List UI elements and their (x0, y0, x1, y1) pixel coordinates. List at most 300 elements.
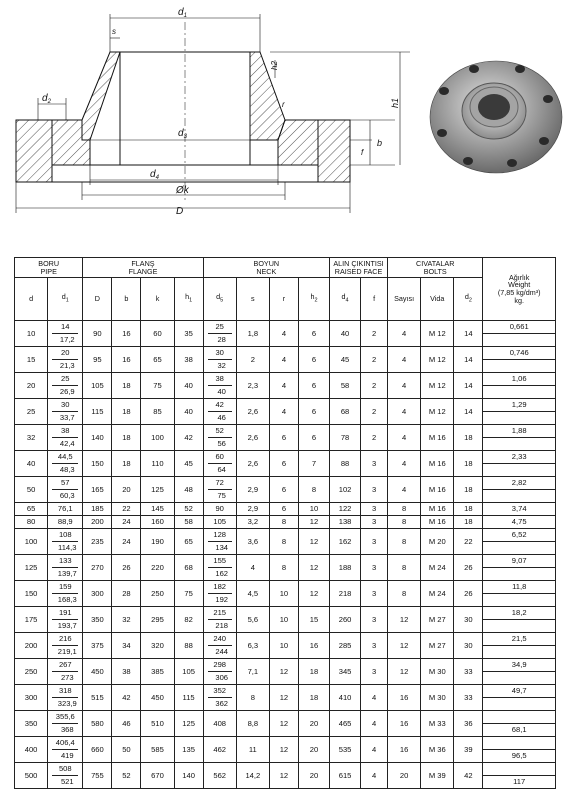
cell-d5: 42 46 (203, 399, 236, 425)
cell-d1: 57 60,3 (48, 477, 83, 503)
label-d3: $d_3$ (178, 128, 187, 140)
cell-d5: 408 (203, 711, 236, 737)
column-header-h2: $h_2$ (298, 278, 329, 321)
label-D: D (176, 206, 184, 217)
cell-D: 185 (83, 503, 112, 516)
cell-h1: 40 (174, 373, 203, 399)
cell-D: 660 (83, 737, 112, 763)
cell-f: 3 (361, 516, 388, 529)
cell-f: 2 (361, 373, 388, 399)
cell-d5: 352 362 (203, 685, 236, 711)
table-row (15, 763, 556, 789)
cell-d2: 39 (454, 737, 483, 763)
cell-d5: 155 162 (203, 555, 236, 581)
cell-h1: 75 (174, 581, 203, 607)
column-header-d2: $d_2$ (454, 278, 483, 321)
cell-b: 16 (112, 347, 141, 373)
column-header-sayısı: Sayısı (388, 278, 421, 321)
label-s: s (112, 27, 116, 36)
cell-d5: 90 (203, 503, 236, 516)
header-weight: Ağırlık Weight (7,85 kg/dm³) kg. (483, 258, 556, 321)
cell-s: 3,6 (236, 529, 269, 555)
cell-d5: 25 28 (203, 321, 236, 347)
cell-bolt-count: 16 (388, 737, 421, 763)
cell-bolt-thread: M 12 (421, 321, 454, 347)
cell-s: 2,3 (236, 373, 269, 399)
cell-d4: 102 (330, 477, 361, 503)
cell-bolt-thread: M 36 (421, 737, 454, 763)
cell-b: 50 (112, 737, 141, 763)
cell-d: 150 (15, 581, 48, 607)
cell-weight: 3,74 (483, 503, 556, 516)
cell-d4: 162 (330, 529, 361, 555)
cell-h1: 68 (174, 555, 203, 581)
cell-r: 4 (269, 373, 298, 399)
cell-d2: 18 (454, 516, 483, 529)
cell-f: 3 (361, 451, 388, 477)
cell-r: 4 (269, 399, 298, 425)
header-bolts: CIVATALAR BOLTS (388, 258, 483, 278)
cell-bolt-count: 12 (388, 633, 421, 659)
cell-d2: 18 (454, 425, 483, 451)
cell-k: 450 (141, 685, 174, 711)
cell-d2: 26 (454, 555, 483, 581)
flange-photo-icon (412, 55, 570, 175)
cell-bolt-count: 4 (388, 399, 421, 425)
cell-d4: 188 (330, 555, 361, 581)
column-header-b: b (112, 278, 141, 321)
cell-weight: 18,2 (483, 607, 556, 633)
cell-weight: 11,8 (483, 581, 556, 607)
cell-f: 2 (361, 399, 388, 425)
cell-d2: 30 (454, 607, 483, 633)
cell-h1: 88 (174, 633, 203, 659)
label-d1: $d_1$ (178, 7, 187, 19)
cell-b: 18 (112, 373, 141, 399)
table-row (15, 451, 556, 477)
cell-b: 16 (112, 321, 141, 347)
cell-r: 6 (269, 451, 298, 477)
label-b: b (377, 138, 383, 148)
cell-s: 4 (236, 555, 269, 581)
cell-h1: 125 (174, 711, 203, 737)
cell-d1: 20 21,3 (48, 347, 83, 373)
cell-f: 2 (361, 425, 388, 451)
cell-f: 4 (361, 685, 388, 711)
column-header-d1: $d_1$ (48, 278, 83, 321)
cell-bolt-thread: M 12 (421, 347, 454, 373)
cell-d1: 44,5 48,3 (48, 451, 83, 477)
cell-d: 80 (15, 516, 48, 529)
cell-bolt-thread: M 39 (421, 763, 454, 789)
cell-h2: 12 (298, 529, 329, 555)
cell-b: 18 (112, 399, 141, 425)
cell-bolt-count: 8 (388, 581, 421, 607)
cell-d1: 133 139,7 (48, 555, 83, 581)
cell-d2: 26 (454, 581, 483, 607)
column-header-d4: $d_4$ (330, 278, 361, 321)
cell-d2: 14 (454, 373, 483, 399)
cell-weight: 0,746 (483, 347, 556, 373)
header-pipe: BORU PIPE (15, 258, 83, 278)
cell-h2: 18 (298, 685, 329, 711)
column-header-k: k (141, 278, 174, 321)
cell-d4: 40 (330, 321, 361, 347)
cell-s: 8,8 (236, 711, 269, 737)
cell-f: 3 (361, 581, 388, 607)
cell-k: 100 (141, 425, 174, 451)
cell-d1: 30 33,7 (48, 399, 83, 425)
cell-d4: 260 (330, 607, 361, 633)
cell-d2: 14 (454, 347, 483, 373)
cell-h1: 35 (174, 321, 203, 347)
cell-s: 7,1 (236, 659, 269, 685)
header-flange: FLANŞ FLANGE (83, 258, 203, 278)
cell-bolt-thread: M 20 (421, 529, 454, 555)
cell-d: 15 (15, 347, 48, 373)
cell-d4: 138 (330, 516, 361, 529)
cell-h1: 82 (174, 607, 203, 633)
cell-k: 190 (141, 529, 174, 555)
cell-d4: 58 (330, 373, 361, 399)
cell-d: 350 (15, 711, 48, 737)
cell-d: 400 (15, 737, 48, 763)
cell-d5: 462 (203, 737, 236, 763)
cell-d1: 191 193,7 (48, 607, 83, 633)
cell-h1: 45 (174, 451, 203, 477)
cell-d: 10 (15, 321, 48, 347)
cell-h2: 18 (298, 659, 329, 685)
cell-r: 12 (269, 711, 298, 737)
table-row (15, 607, 556, 633)
cell-bolt-count: 20 (388, 763, 421, 789)
cell-b: 28 (112, 581, 141, 607)
cell-d: 300 (15, 685, 48, 711)
cell-s: 2,6 (236, 399, 269, 425)
label-h2: h2 (270, 61, 279, 70)
cell-weight: 1,88 (483, 425, 556, 451)
cell-d1: 406,4 419 (48, 737, 83, 763)
cell-b: 24 (112, 516, 141, 529)
cell-d2: 18 (454, 503, 483, 516)
cell-h1: 140 (174, 763, 203, 789)
cell-D: 200 (83, 516, 112, 529)
cell-f: 3 (361, 659, 388, 685)
cell-d4: 410 (330, 685, 361, 711)
cell-f: 4 (361, 763, 388, 789)
cell-b: 26 (112, 555, 141, 581)
cell-b: 42 (112, 685, 141, 711)
header-neck: BOYUN NECK (203, 258, 329, 278)
cell-f: 3 (361, 633, 388, 659)
cell-bolt-thread: M 16 (421, 516, 454, 529)
cell-d2: 33 (454, 685, 483, 711)
cell-k: 585 (141, 737, 174, 763)
cell-h2: 7 (298, 451, 329, 477)
cell-h2: 12 (298, 555, 329, 581)
cell-bolt-count: 8 (388, 529, 421, 555)
cell-f: 3 (361, 477, 388, 503)
cell-r: 8 (269, 516, 298, 529)
table-row (15, 633, 556, 659)
cell-weight: 2,33 (483, 451, 556, 477)
cell-weight: 117 (483, 763, 556, 789)
cell-D: 235 (83, 529, 112, 555)
cell-bolt-count: 4 (388, 373, 421, 399)
cell-weight: 4,75 (483, 516, 556, 529)
cell-k: 145 (141, 503, 174, 516)
cell-k: 250 (141, 581, 174, 607)
column-header-d: d (15, 278, 48, 321)
cell-bolt-thread: M 16 (421, 451, 454, 477)
cell-r: 12 (269, 659, 298, 685)
cell-d2: 42 (454, 763, 483, 789)
cell-bolt-count: 16 (388, 685, 421, 711)
cell-h2: 12 (298, 516, 329, 529)
cell-s: 2,9 (236, 477, 269, 503)
cell-d5: 182 192 (203, 581, 236, 607)
cell-weight: 1,29 (483, 399, 556, 425)
left-section-hatch (16, 120, 52, 182)
cell-D: 90 (83, 321, 112, 347)
cell-h2: 6 (298, 425, 329, 451)
cell-h1: 58 (174, 516, 203, 529)
cell-k: 110 (141, 451, 174, 477)
left-hub-hatch (82, 52, 120, 140)
cell-d: 100 (15, 529, 48, 555)
cell-d: 25 (15, 399, 48, 425)
cell-d2: 18 (454, 451, 483, 477)
cell-r: 4 (269, 347, 298, 373)
right-hub-hatch (250, 52, 285, 140)
cell-h2: 20 (298, 711, 329, 737)
cell-s: 1,8 (236, 321, 269, 347)
cell-k: 510 (141, 711, 174, 737)
cell-h2: 15 (298, 607, 329, 633)
cell-h2: 6 (298, 399, 329, 425)
cell-D: 375 (83, 633, 112, 659)
cell-d1: 508 521 (48, 763, 83, 789)
cell-d5: 128 134 (203, 529, 236, 555)
cell-d1: 216 219,1 (48, 633, 83, 659)
cell-r: 12 (269, 737, 298, 763)
cell-d4: 218 (330, 581, 361, 607)
cell-h2: 6 (298, 321, 329, 347)
cell-f: 3 (361, 503, 388, 516)
cell-r: 12 (269, 685, 298, 711)
table-row (15, 399, 556, 425)
cell-d1: 108 114,3 (48, 529, 83, 555)
cell-b: 18 (112, 425, 141, 451)
cell-s: 2,6 (236, 425, 269, 451)
table-row (15, 347, 556, 373)
cell-s: 6,3 (236, 633, 269, 659)
cell-h1: 65 (174, 529, 203, 555)
cell-weight: 1,06 (483, 373, 556, 399)
cell-r: 10 (269, 581, 298, 607)
cell-weight: 2,82 (483, 477, 556, 503)
cell-h2: 12 (298, 581, 329, 607)
cell-s: 4,5 (236, 581, 269, 607)
cell-d4: 535 (330, 737, 361, 763)
label-h1: h1 (390, 97, 400, 108)
cell-d2: 30 (454, 633, 483, 659)
cell-d5: 240 244 (203, 633, 236, 659)
cell-h2: 8 (298, 477, 329, 503)
cell-d: 40 (15, 451, 48, 477)
header-raised-face: ALIN ÇIKINTISI RAISED FACE (330, 258, 388, 278)
cell-k: 295 (141, 607, 174, 633)
cell-h1: 42 (174, 425, 203, 451)
cell-d4: 78 (330, 425, 361, 451)
cell-h2: 16 (298, 633, 329, 659)
table-row (15, 477, 556, 503)
cell-D: 755 (83, 763, 112, 789)
column-header-d5: $d_5$ (203, 278, 236, 321)
cell-d5: 215 218 (203, 607, 236, 633)
cell-h1: 38 (174, 347, 203, 373)
cell-d: 500 (15, 763, 48, 789)
cell-h1: 135 (174, 737, 203, 763)
cell-D: 580 (83, 711, 112, 737)
cell-h1: 40 (174, 399, 203, 425)
cell-bolt-thread: M 27 (421, 607, 454, 633)
cell-h1: 48 (174, 477, 203, 503)
cell-d4: 465 (330, 711, 361, 737)
cell-D: 350 (83, 607, 112, 633)
cell-bolt-count: 8 (388, 503, 421, 516)
cell-bolt-count: 8 (388, 516, 421, 529)
cell-d4: 285 (330, 633, 361, 659)
cell-weight: 0,661 (483, 321, 556, 347)
cell-d4: 345 (330, 659, 361, 685)
cell-bolt-count: 4 (388, 347, 421, 373)
cell-s: 11 (236, 737, 269, 763)
cell-d4: 88 (330, 451, 361, 477)
cell-r: 6 (269, 425, 298, 451)
cell-h2: 20 (298, 763, 329, 789)
cell-weight: 49,7 (483, 685, 556, 711)
cell-f: 3 (361, 607, 388, 633)
cell-bolt-thread: M 33 (421, 711, 454, 737)
cell-D: 95 (83, 347, 112, 373)
cell-d: 32 (15, 425, 48, 451)
cell-d5: 562 (203, 763, 236, 789)
cell-bolt-count: 8 (388, 555, 421, 581)
cell-d1: 88,9 (48, 516, 83, 529)
cell-d: 175 (15, 607, 48, 633)
cell-bolt-thread: M 12 (421, 373, 454, 399)
cell-d5: 105 (203, 516, 236, 529)
cell-d1: 38 42,4 (48, 425, 83, 451)
table-row (15, 425, 556, 451)
cell-s: 8 (236, 685, 269, 711)
cell-b: 18 (112, 451, 141, 477)
cell-d5: 30 32 (203, 347, 236, 373)
cell-bolt-count: 4 (388, 321, 421, 347)
cell-D: 115 (83, 399, 112, 425)
cell-d: 250 (15, 659, 48, 685)
cell-k: 60 (141, 321, 174, 347)
cell-d1: 318 323,9 (48, 685, 83, 711)
cell-b: 46 (112, 711, 141, 737)
table-row (15, 581, 556, 607)
flange-dimension-table (14, 257, 556, 789)
cell-r: 6 (269, 503, 298, 516)
cell-f: 3 (361, 555, 388, 581)
label-f: f (361, 148, 364, 157)
cell-r: 6 (269, 477, 298, 503)
cell-D: 105 (83, 373, 112, 399)
cell-bolt-count: 4 (388, 477, 421, 503)
cell-d5: 38 40 (203, 373, 236, 399)
cell-d5: 298 306 (203, 659, 236, 685)
cell-h1: 105 (174, 659, 203, 685)
cell-d1: 355,6 368 (48, 711, 83, 737)
cell-k: 65 (141, 347, 174, 373)
cell-d: 20 (15, 373, 48, 399)
cell-D: 150 (83, 451, 112, 477)
cell-k: 125 (141, 477, 174, 503)
cell-bolt-thread: M 30 (421, 659, 454, 685)
label-r: r (282, 100, 285, 109)
column-header-vida: Vida (421, 278, 454, 321)
cell-weight: 9,07 (483, 555, 556, 581)
table-row (15, 503, 556, 516)
cell-f: 4 (361, 711, 388, 737)
table-row (15, 516, 556, 529)
cell-r: 10 (269, 633, 298, 659)
cell-d5: 72 75 (203, 477, 236, 503)
cell-d: 65 (15, 503, 48, 516)
cell-h2: 10 (298, 503, 329, 516)
cell-b: 38 (112, 659, 141, 685)
right-face-hatch (278, 120, 318, 165)
cell-h2: 6 (298, 347, 329, 373)
cell-d2: 14 (454, 399, 483, 425)
cell-d2: 22 (454, 529, 483, 555)
cell-bolt-thread: M 30 (421, 685, 454, 711)
cell-d1: 25 26,9 (48, 373, 83, 399)
cell-bolt-thread: M 16 (421, 503, 454, 516)
cell-r: 12 (269, 763, 298, 789)
cell-d2: 18 (454, 477, 483, 503)
cell-D: 270 (83, 555, 112, 581)
cell-b: 34 (112, 633, 141, 659)
cell-d: 200 (15, 633, 48, 659)
cell-f: 4 (361, 737, 388, 763)
cell-d4: 615 (330, 763, 361, 789)
cell-bolt-thread: M 16 (421, 425, 454, 451)
cell-d5: 60 64 (203, 451, 236, 477)
column-header-r: r (269, 278, 298, 321)
label-d4: $d_4$ (150, 169, 159, 181)
cell-k: 320 (141, 633, 174, 659)
cell-r: 8 (269, 555, 298, 581)
cell-D: 165 (83, 477, 112, 503)
cell-k: 670 (141, 763, 174, 789)
cell-h1: 52 (174, 503, 203, 516)
cell-d1: 159 168,3 (48, 581, 83, 607)
cell-f: 2 (361, 321, 388, 347)
cell-k: 75 (141, 373, 174, 399)
cell-k: 85 (141, 399, 174, 425)
cell-weight: 6,52 (483, 529, 556, 555)
cell-d1: 76,1 (48, 503, 83, 516)
cell-d2: 33 (454, 659, 483, 685)
cell-d2: 36 (454, 711, 483, 737)
table-row (15, 711, 556, 737)
